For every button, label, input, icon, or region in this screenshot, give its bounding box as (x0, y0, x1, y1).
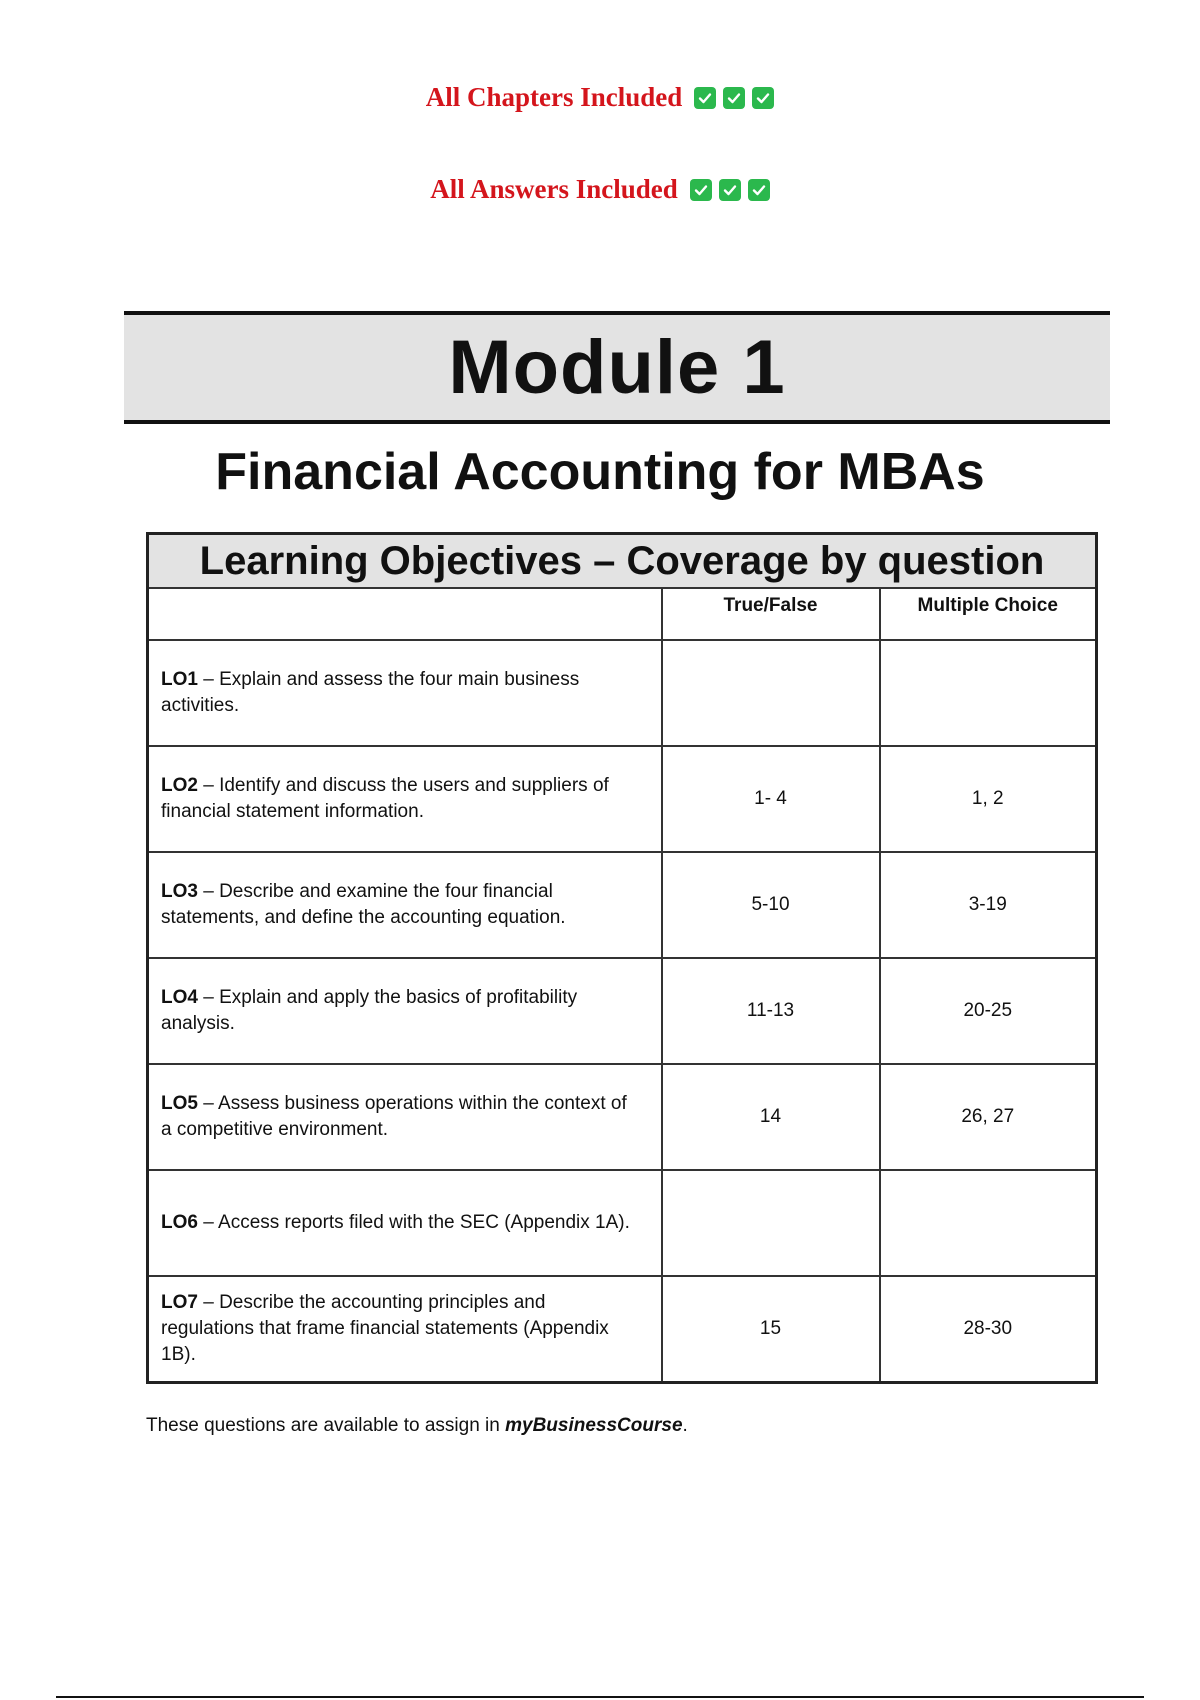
check-icon (694, 87, 716, 109)
multiple-choice-cell (880, 1170, 1097, 1276)
table-row (148, 958, 1097, 1064)
objective-description: – Assess business operations within the context of a competitive environment. (161, 1093, 627, 1140)
table-row (148, 852, 1097, 958)
check-icon (690, 179, 712, 201)
objective-code: LO5 (161, 1093, 198, 1114)
table-heading: Learning Objectives – Coverage by question (148, 534, 1097, 589)
product-name: myBusinessCourse (505, 1415, 683, 1436)
check-group (694, 87, 774, 109)
table-row (148, 1276, 1097, 1383)
multiple-choice-cell (880, 640, 1097, 746)
column-header-true-false: True/False (662, 588, 880, 640)
column-header-objective (148, 588, 662, 640)
objective-code: LO1 (161, 669, 198, 690)
objective-description: – Describe and examine the four financial statements, and define the accounting equation. (161, 881, 566, 928)
objective-code: LO3 (161, 881, 198, 902)
check-icon (723, 87, 745, 109)
module-subtitle: Financial Accounting for MBAs (215, 443, 985, 501)
true-false-cell: 14 (662, 1064, 880, 1170)
table-row (148, 1064, 1097, 1170)
objective-description: – Access reports filed with the SEC (Appendix 1A). (197, 1212, 630, 1233)
true-false-cell (662, 1170, 880, 1276)
true-false-cell (662, 640, 880, 746)
check-icon (748, 179, 770, 201)
multiple-choice-cell: 20-25 (880, 958, 1097, 1064)
objective-cell (148, 1170, 662, 1276)
true-false-cell: 11-13 (662, 958, 880, 1064)
check-icon (752, 87, 774, 109)
promo-answers-text: All Answers Included (430, 174, 678, 204)
column-header-multiple-choice: Multiple Choice (880, 588, 1097, 640)
table-row (148, 746, 1097, 852)
learning-objectives-table (146, 532, 1098, 1384)
objective-description: – Explain and apply the basics of profitability analysis. (161, 987, 578, 1034)
multiple-choice-cell: 26, 27 (880, 1064, 1097, 1170)
promo-answers (0, 174, 1200, 205)
true-false-cell: 1- 4 (662, 746, 880, 852)
multiple-choice-cell: 3-19 (880, 852, 1097, 958)
promo-chapters-text: All Chapters Included (425, 82, 683, 112)
multiple-choice-cell: 28-30 (880, 1276, 1097, 1383)
footnote-suffix: . (682, 1415, 688, 1436)
module-title: Module 1 (448, 325, 786, 410)
check-group (690, 179, 770, 201)
objective-description: – Explain and assess the four main business activities. (161, 669, 580, 716)
objective-cell (148, 640, 662, 746)
module-header-band (124, 311, 1110, 424)
objective-code: LO2 (161, 775, 198, 796)
footnote (146, 1415, 688, 1437)
objective-cell (148, 1276, 662, 1383)
objective-cell (148, 1064, 662, 1170)
objective-code: LO4 (161, 987, 198, 1008)
objective-cell (148, 958, 662, 1064)
objective-cell (148, 746, 662, 852)
objective-description: – Describe the accounting principles and regulations that frame financial statements (Appendix 1B). (161, 1292, 609, 1365)
promo-chapters (0, 82, 1200, 113)
page-bottom-rule (56, 1696, 1144, 1698)
true-false-cell: 5-10 (662, 852, 880, 958)
footnote-prefix: These questions are available to assign in (146, 1415, 506, 1436)
objective-cell (148, 852, 662, 958)
check-icon (719, 179, 741, 201)
table-row (148, 640, 1097, 746)
objective-code: LO6 (161, 1212, 198, 1233)
table-row (148, 1170, 1097, 1276)
objective-description: – Identify and discuss the users and suppliers of financial statement information. (161, 775, 609, 822)
multiple-choice-cell: 1, 2 (880, 746, 1097, 852)
true-false-cell: 15 (662, 1276, 880, 1383)
objective-code: LO7 (161, 1292, 198, 1313)
